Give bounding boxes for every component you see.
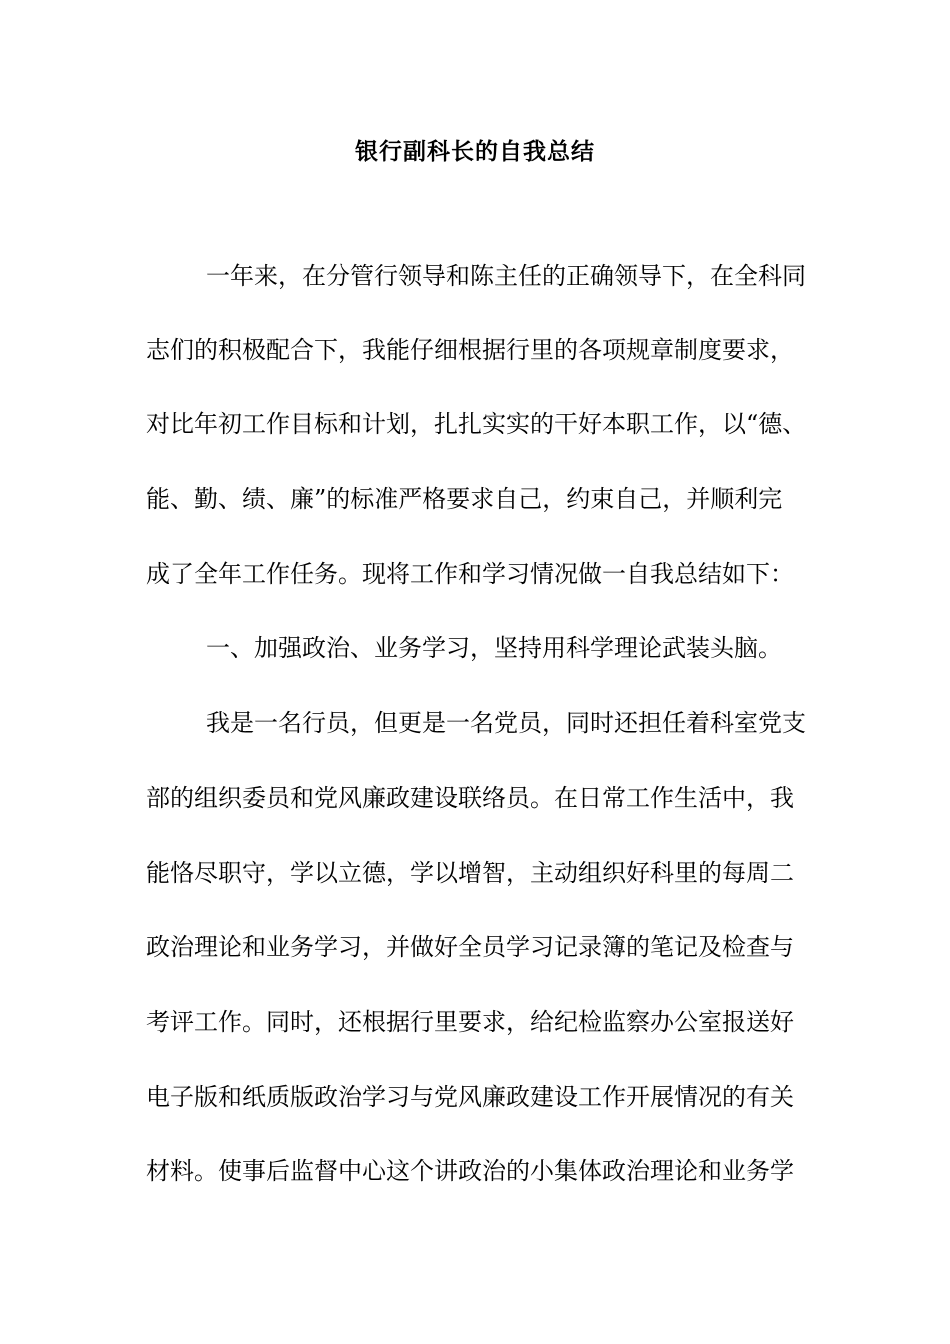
text-line: 政治理论和业务学习，并做好全员学习记录簿的笔记及检查与 (146, 933, 794, 961)
text-line: 志们的积极配合下，我能仔细根据行里的各项规章制度要求， (146, 336, 794, 364)
text-line: 我是一名行员，但更是一名党员，同时还担任着科室党支 (206, 709, 806, 737)
text-line: 成了全年工作任务。现将工作和学习情况做一自我总结如下： (146, 560, 794, 588)
text-line: 对比年初工作目标和计划，扎扎实实的干好本职工作，以“德、 (146, 410, 807, 438)
text-line: 一年来，在分管行领导和陈主任的正确领导下，在全科同 (206, 262, 806, 290)
section-heading: 一、加强政治、业务学习，坚持用科学理论武装头脑。 (206, 634, 782, 662)
text-line: 能恪尽职守，学以立德，学以增智，主动组织好科里的每周二 (146, 859, 794, 887)
text-line: 材料。使事后监督中心这个讲政治的小集体政治理论和业务学 (146, 1157, 794, 1185)
text-line: 电子版和纸质版政治学习与党风廉政建设工作开展情况的有关 (146, 1083, 794, 1111)
text-line: 能、勤、绩、廉”的标准严格要求自己，约束自己，并顺利完 (146, 485, 783, 513)
text-line: 考评工作。同时，还根据行里要求，给纪检监察办公室报送好 (146, 1008, 794, 1036)
text-line: 部的组织委员和党风廉政建设联络员。在日常工作生活中，我 (146, 784, 794, 812)
document-title: 银行副科长的自我总结 (355, 139, 595, 165)
